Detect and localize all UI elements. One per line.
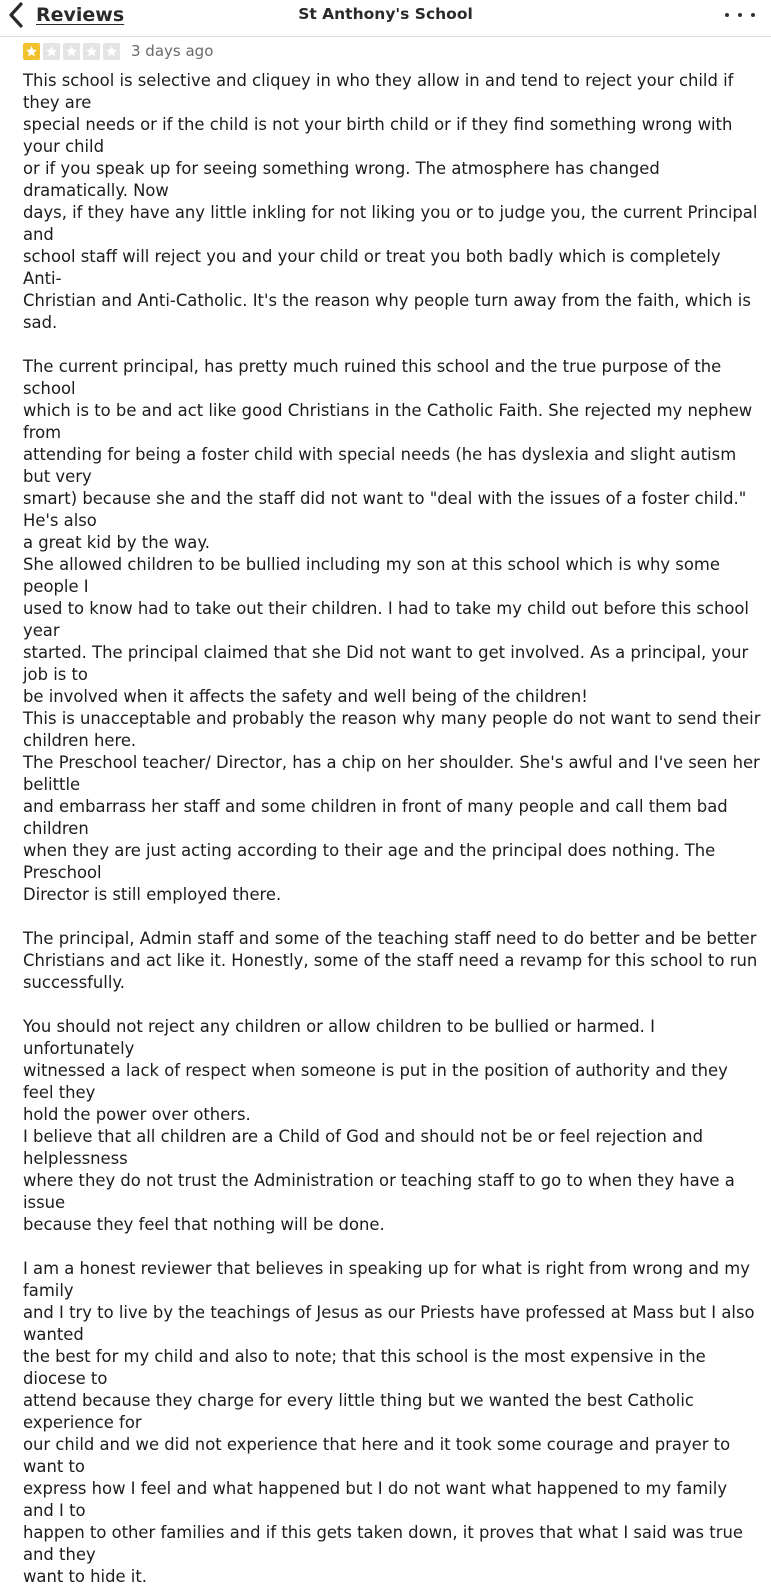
more-options-icon[interactable] [725,8,755,22]
back-label: Reviews [36,4,125,26]
star-rating [23,43,123,60]
review-paragraph: The principal, Admin staff and some of the teaching staff need to do better and be better Christians and act like it. Honestly, some of the staff need a revamp for this school to run successfully. [23,929,758,992]
review-paragraph: This school is selective and cliquey in who they allow in and tend to reject your child if they are special needs or if the child is not your birth child or if they find something wrong with your child or if you speak up for seeing something wrong. The atmosphere has changed dramatically. Now days, if they have any little inkling for not liking you or to judge you, the current Principal and school staff will reject you and your child or treat you both badly which is completely Anti- Christian and Anti-Catholic. It's the reason why people turn away from the faith, which is sad. [23,71,758,332]
star-empty-icon [63,43,80,60]
review-paragraph: You should not reject any children or allow children to be bullied or harmed. I unfortunately witnessed a lack of respect when someone is put in the position of authority and they feel they hold the power over others. I believe that all children are a Child of God and should not be or feel rejection and helplessness where they do not trust the Administration or teaching staff to go to when they have a issue because they feel that nothing will be done. [23,1017,735,1234]
review-paragraph: I am a honest reviewer that believes in speaking up for what is right from wrong and my family and I try to live by the teachings of Jesus as our Priests have professed at Mass but I also wanted the best for my child and also to note; that this school is the most expensive in the diocese to attend because they charge for every little thing but we wanted the best Catholic experience for our child and we did not experience that here and it took some courage and prayer to want to express how I feel and what happened but I do not want what happened to my family and I to happen to other families and if this gets taken down, it proves that what I said was true and they want to hide it. [23,1259,755,1586]
top-nav-bar [0,0,771,37]
review-text [23,70,763,1588]
page-title: St Anthony's School [298,5,473,23]
star-empty-icon [83,43,100,60]
star-empty-icon [103,43,120,60]
star-empty-icon [43,43,60,60]
review-timestamp: 3 days ago [131,42,214,60]
star-filled-icon [23,43,40,60]
review-rating-row [23,40,213,62]
review-paragraph: The current principal, has pretty much ruined this school and the true purpose of the school which is to be and act like good Christians in the Catholic Faith. She rejected my nephew from attending for being a foster child with special needs (he has dyslexia and slight autism but very smart) because she and the staff did not want to "deal with the issues of a foster child." He's also a great kid by the way. She allowed children to be bullied including my son at this school which is why some people I used to know had to take out their children. I had to take my child out before this school year started. The principal claimed that she Did not want to get involved. As a principal, your job is to be involved when it affects the safety and well being of the children! This is unacceptable and probably the reason why many people do not want to send their children here. The Preschool teacher/ Director, has a chip on her shoulder. She's awful and I've seen her belittle and embarrass her staff and some children in front of many people and call them bad children when they are just acting according to their age and the principal does nothing. The Preschool Director is still employed there. [23,357,761,904]
